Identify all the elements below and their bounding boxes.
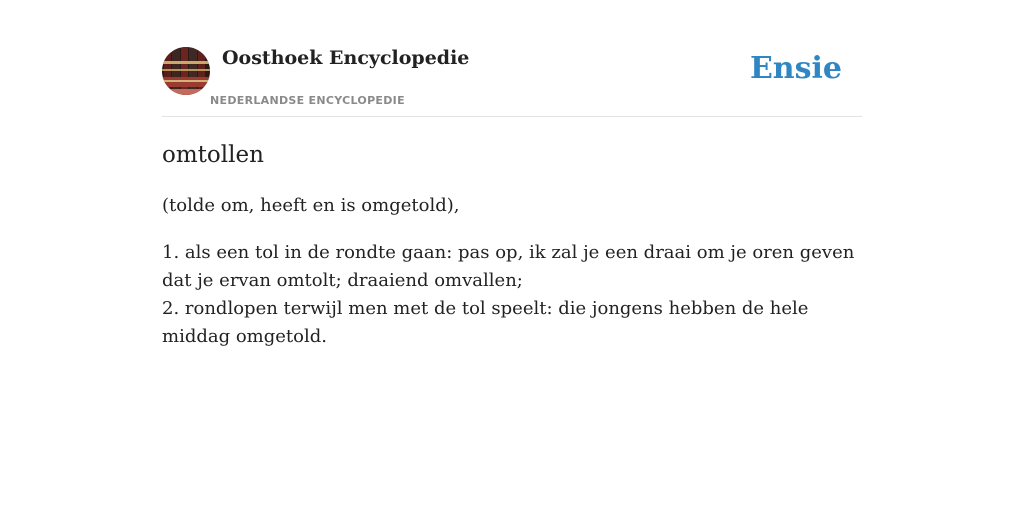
entry-definitions bbox=[162, 239, 862, 351]
definition-item: 2. rondlopen terwijl men met de tol speelt: die jongens hebben de hele middag omgetold. bbox=[162, 298, 809, 347]
content-container bbox=[162, 0, 862, 347]
site-title[interactable]: Oosthoek Encyclopedie bbox=[222, 47, 470, 69]
ensie-logo-link[interactable]: Ensie bbox=[749, 51, 842, 86]
entry-body bbox=[162, 192, 862, 370]
book-spines-icon[interactable] bbox=[162, 47, 210, 95]
entry-grammar: (tolde om, heeft en is omgetold), bbox=[162, 195, 460, 216]
entry-title: omtollen bbox=[162, 142, 264, 168]
definition-item: 1. als een tol in de rondte gaan: pas op, ik zal je een draai om je oren geven dat je ervan omtolt; draaiend omvallen; bbox=[162, 242, 855, 291]
site-header bbox=[162, 0, 862, 117]
site-subtitle: NEDERLANDSE ENCYCLOPEDIE bbox=[210, 94, 405, 107]
